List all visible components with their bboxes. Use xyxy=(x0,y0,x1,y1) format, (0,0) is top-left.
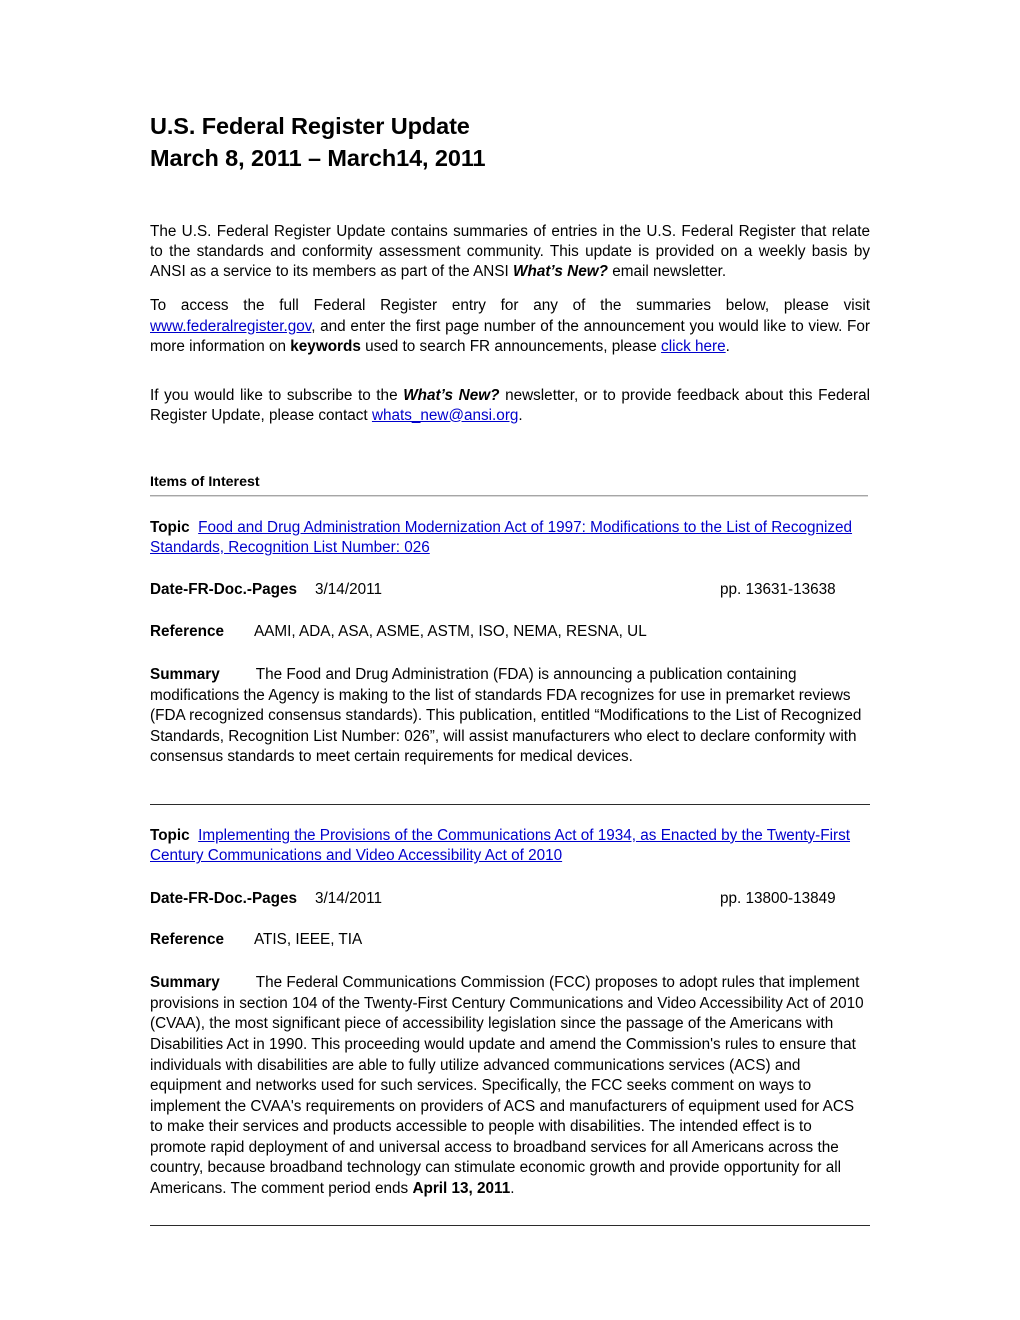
reference-row xyxy=(150,908,870,950)
click-here-link[interactable]: click here xyxy=(661,337,726,355)
intro-emphasis-whats-new: What’s New? xyxy=(513,263,608,281)
register-entry xyxy=(150,497,870,768)
reference-value: AAMI, ADA, ASA, ASME, ASTM, ISO, NEMA, RESNA, UL xyxy=(253,623,647,641)
summary-paragraph xyxy=(150,950,870,1199)
intro-text-part2: email newsletter. xyxy=(607,263,727,281)
document-page xyxy=(150,0,870,1226)
entry-divider xyxy=(150,1225,870,1226)
subscribe-paragraph xyxy=(150,357,870,426)
pages-value: pp. 13631-13638 xyxy=(720,581,836,599)
title-line-2: March 8, 2011 – March14, 2011 xyxy=(150,145,486,172)
access-text-part1: To access the full Federal Register entry for any of the summaries below, please visit xyxy=(150,297,870,315)
summary-paragraph xyxy=(150,642,870,768)
date-value: 3/14/2011 xyxy=(315,581,382,599)
topic-label: Topic xyxy=(150,826,190,844)
topic-label: Topic xyxy=(150,518,190,536)
register-entry xyxy=(150,805,870,1200)
date-value: 3/14/2011 xyxy=(315,889,382,907)
summary-text: The Food and Drug Administration (FDA) is announcing a publication containing modifications the Agency is making to the list of standards FDA recognizes for use in premarket reviews (FDA recognized consensus standards). This publication, entitled “Modifications to the List of Recognized Standards, Recognition List Number: 026”, will assist manufacturers who elect to declare conformity with consensus standards to meet certain requirements for medical devices. xyxy=(150,666,862,766)
summary-bold-deadline: April 13, 2011 xyxy=(412,1179,511,1197)
page-title xyxy=(150,0,870,174)
reference-value: ATIS, IEEE, TIA xyxy=(253,931,363,949)
summary-label: Summary xyxy=(150,974,220,992)
subscribe-text-part1: If you would like to subscribe to the xyxy=(150,386,404,404)
subscribe-text-part2: newsletter, or to provide feedback about this Federal Register Update, please contact xyxy=(150,386,871,424)
reference-label: Reference xyxy=(150,931,224,949)
access-text-part3: used to search FR announcements, please xyxy=(360,337,662,355)
title-line-1: U.S. Federal Register Update xyxy=(150,113,470,139)
summary-label: Summary xyxy=(150,666,220,684)
date-label: Date-FR-Doc.-Pages xyxy=(150,581,298,599)
subscribe-emphasis-whats-new: What’s New? xyxy=(403,386,500,404)
access-bold-keywords: keywords xyxy=(290,337,361,355)
topic-link[interactable]: Food and Drug Administration Modernization Act of 1997: Modifications to the List of Recognized Standards, Recognition List Number: 026 xyxy=(150,518,853,556)
section-heading-items-of-interest: Items of Interest xyxy=(150,473,260,490)
email-link[interactable]: whats_new@ansi.org xyxy=(371,406,519,424)
summary-text-tail: . xyxy=(510,1179,515,1197)
date-pages-row xyxy=(150,867,870,909)
date-label: Date-FR-Doc.-Pages xyxy=(150,889,298,907)
intro-text-part1: The U.S. Federal Register Update contains summaries of entries in the U.S. Federal Register that relate to the standards and conformity assessment community. This update is provided on a weekly basis by ANSI as a service to its members as part of the ANSI xyxy=(150,223,870,281)
subscribe-text-part3: . xyxy=(518,406,523,424)
date-pages-row xyxy=(150,558,870,600)
reference-label: Reference xyxy=(150,623,224,641)
topic-line xyxy=(150,497,870,559)
topic-link[interactable]: Implementing the Provisions of the Communications Act of 1934, as Enacted by the Twenty-First Century Communications and Video Accessibility Act of 2010 xyxy=(150,826,851,865)
access-text-part2: , and enter the first page number of the announcement you would like to view. For more information on xyxy=(150,317,870,355)
pages-value: pp. 13800-13849 xyxy=(720,889,836,907)
federalregister-link[interactable]: www.federalregister.gov xyxy=(150,317,312,335)
intro-paragraph xyxy=(150,174,870,282)
access-paragraph xyxy=(150,282,870,356)
access-text-part4: . xyxy=(725,337,730,355)
reference-row xyxy=(150,600,870,642)
topic-line xyxy=(150,805,870,867)
summary-text: The Federal Communications Commission (FCC) proposes to adopt rules that implement provisions in section 104 of the Twenty-First Century Communications and Video Accessibility Act of 2010 (CVAA), the most significant piece of accessibility legislation since the passage of the Americans with Disabilities Act in 1990. This proceeding would update and amend the Commission's rules to ensure that individuals with disabilities are able to fully utilize advanced communications services (ACS) and equipment and networks used for such services. Specifically, the FCC seeks comment on ways to implement the CVAA's requirements on providers of ACS and manufacturers of equipment used for ACS to make their services and products accessible to people with disabilities. The intended effect is to promote rapid deployment of and universal access to broadband services for all Americans across the country, because broadband technology can stimulate economic growth and provide opportunity for all Americans. The comment period ends xyxy=(150,974,864,1197)
